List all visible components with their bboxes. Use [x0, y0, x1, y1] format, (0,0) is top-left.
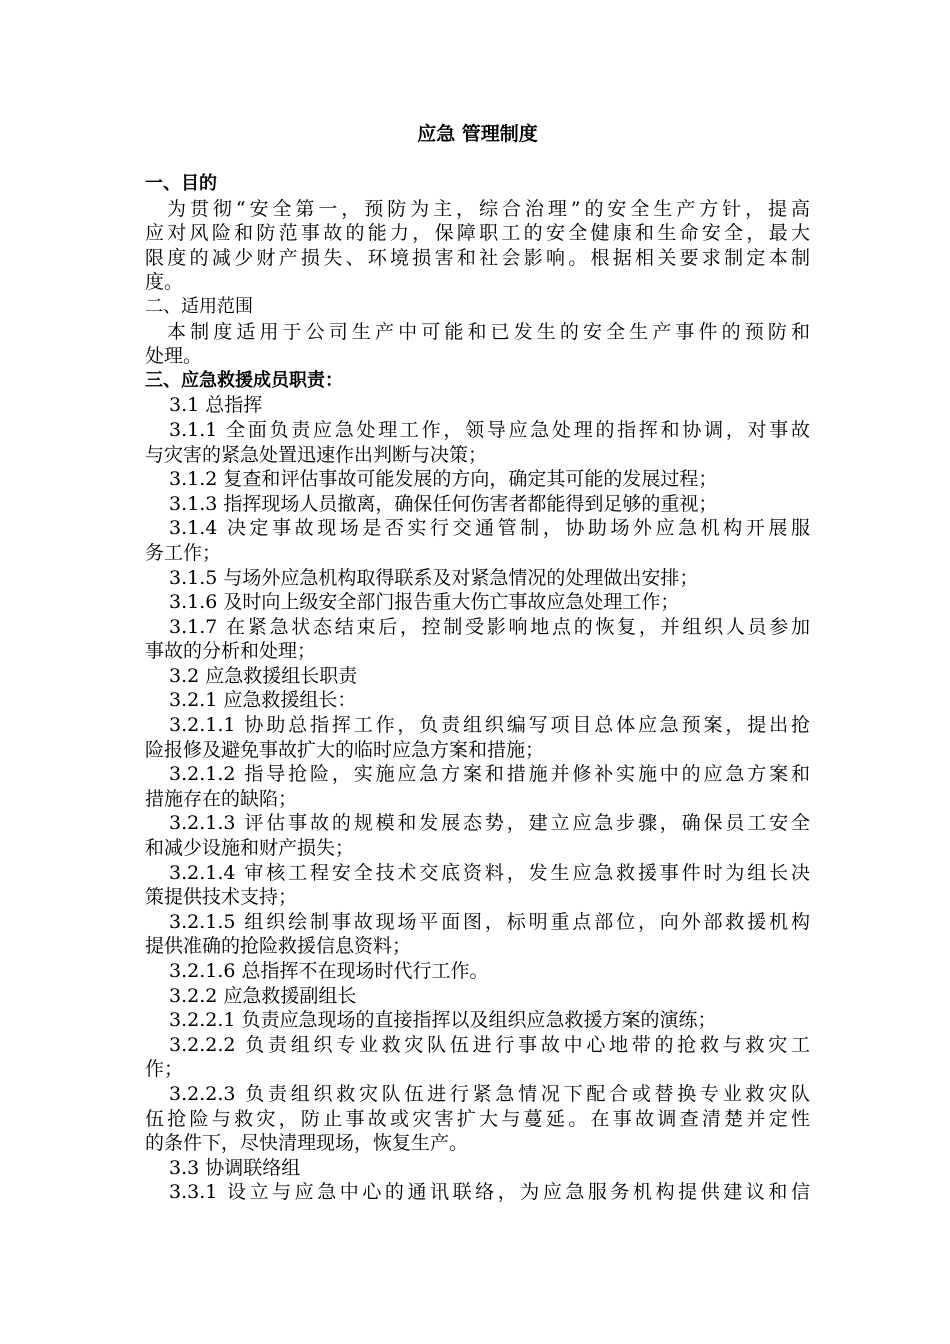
- text-line: 3.1.5 与场外应急机构取得联系及对紧急情况的处理做出安排；: [169, 566, 699, 589]
- text-line: 3.3 协调联络组: [169, 1156, 301, 1179]
- text-line: 本制度适用于公司生产中可能和已发生的安全生产事件的预防和: [167, 320, 810, 343]
- text-line: 3.1.4 决定事故现场是否实行交通管制，协助场外应急机构开展服: [169, 517, 810, 540]
- text-line: 处理。: [145, 345, 203, 368]
- text-line: 3.2.2.1 负责应急现场的直接指挥以及组织应急救援方案的演练；: [169, 1009, 717, 1032]
- text-line: 伍抢险与救灾，防止事故或灾害扩大与蔓延。在事故调查清楚并定性: [145, 1107, 810, 1130]
- text-line: 的条件下，尽快清理现场，恢复生产。: [145, 1132, 469, 1155]
- text-line: 限度的减少财产损失、环境损害和社会影响。根据相关要求制定本制: [145, 246, 810, 269]
- text-line: 3.2.2 应急救援副组长: [169, 984, 357, 1007]
- text-line: 3.3.1 设立与应急中心的通讯联络，为应急服务机构提供建议和信: [169, 1181, 810, 1204]
- text-line: 作；: [145, 1058, 184, 1081]
- text-line: 险报修及避免事故扩大的临时应急方案和措施；: [145, 738, 545, 761]
- text-line: 3.2.2.3 负责组织救灾队伍进行紧急情况下配合或替换专业救灾队: [169, 1082, 810, 1105]
- text-line: 应对风险和防范事故的能力，保障职工的安全健康和生命安全，最大: [145, 222, 810, 245]
- text-line: 3.1 总指挥: [169, 394, 263, 417]
- text-line: 务工作；: [145, 541, 222, 564]
- text-line: 3.2.1.5 组织绘制事故现场平面图，标明重点部位，向外部救援机构: [169, 910, 810, 933]
- text-line: 3.2.1.3 评估事故的规模和发展态势，建立应急步骤，确保员工安全: [169, 812, 810, 835]
- text-line: 3.2.1.2 指导抢险，实施应急方案和措施并修补实施中的应急方案和: [169, 763, 810, 786]
- text-line: 与灾害的紧急处置迅速作出判断与决策；: [145, 443, 488, 466]
- text-line: 提供准确的抢险救援信息资料；: [145, 935, 412, 958]
- text-line: 3.1.6 及时向上级安全部门报告重大伤亡事故应急处理工作；: [169, 591, 680, 614]
- text-line: 措施存在的缺陷；: [145, 787, 298, 810]
- section-heading: 三、应急救援成员职责：: [145, 369, 343, 391]
- text-line: 3.2.1.6 总指挥不在现场时代行工作。: [169, 960, 489, 982]
- text-line: 3.1.3 指挥现场人员撤离，确保任何伤害者都能得到足够的重视；: [169, 492, 718, 515]
- text-line: 3.2.2.2 负责组织专业救灾队伍进行事故中心地带的抢救与救灾工: [169, 1033, 810, 1056]
- text-line: 和减少设施和财产损失；: [145, 837, 355, 860]
- text-line: 3.1.2 复查和评估事故可能发展的方向，确定其可能的发展过程；: [169, 468, 718, 491]
- text-line: 策提供技术支持；: [145, 886, 298, 909]
- text-line: 3.2.1.1 协助总指挥工作，负责组织编写项目总体应急预案，提出抢: [169, 714, 810, 737]
- text-line: 3.1.7 在紧急状态结束后，控制受影响地点的恢复，并组织人员参加: [169, 615, 810, 638]
- document-title: 应急 管理制度: [417, 123, 538, 145]
- section-heading: 二、适用范围: [145, 295, 253, 317]
- text-line: 为贯彻“安全第一，预防为主，综合治理”的安全生产方针，提高: [167, 197, 810, 220]
- text-line: 度。: [145, 271, 184, 294]
- text-line: 3.2 应急救援组长职责: [169, 664, 358, 687]
- text-line: 3.2.1 应急救援组长：: [169, 689, 357, 712]
- text-line: 3.2.1.4 审核工程安全技术交底资料，发生应急救援事件时为组长决: [169, 861, 810, 884]
- document-page: [145, 118, 810, 1205]
- text-line: 3.1.1 全面负责应急处理工作，领导应急处理的指挥和协调，对事故: [169, 418, 810, 441]
- document-body: [145, 172, 810, 1205]
- section-heading: 一、目的: [145, 173, 217, 194]
- text-line: 事故的分析和处理；: [145, 640, 317, 663]
